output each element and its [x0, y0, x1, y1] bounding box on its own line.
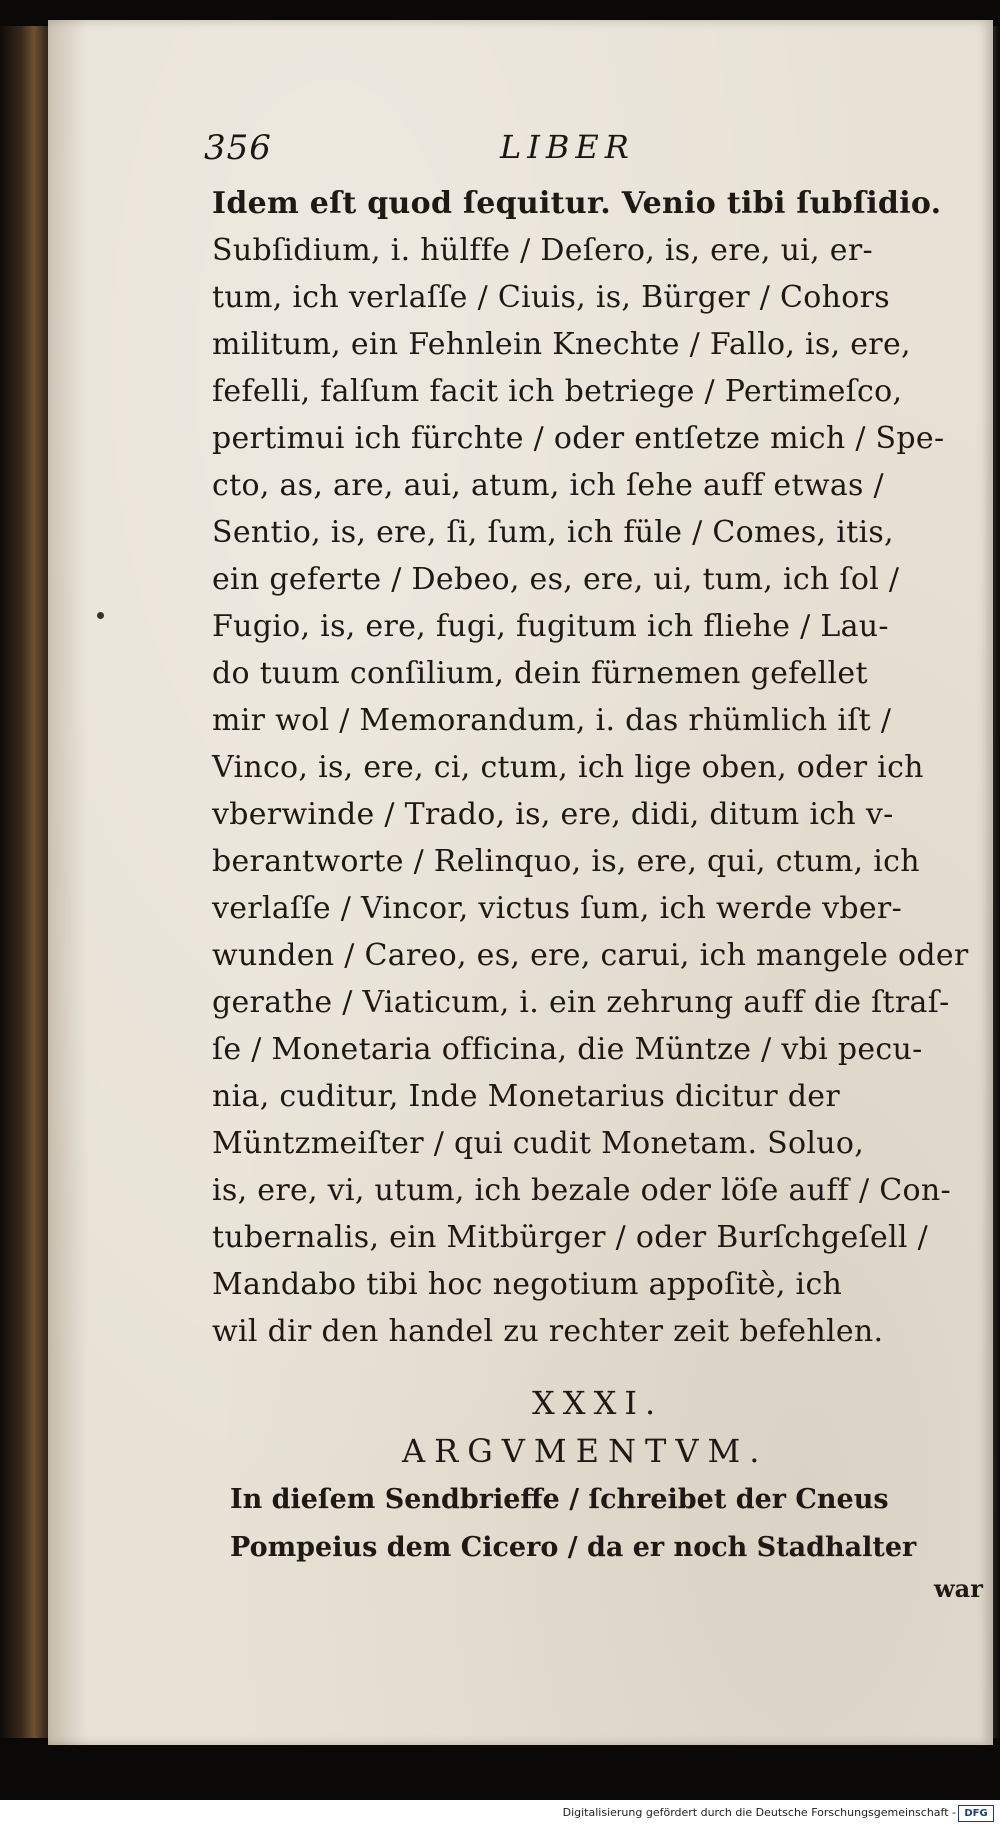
- scan-bottom-border: [0, 1738, 1000, 1800]
- text-line: nia, cuditur, Inde Monetarius dicitur der: [212, 1079, 840, 1114]
- text-line: tubernalis, ein Mitbürger / oder Burſchgeſell /: [212, 1220, 929, 1255]
- page-number: 356: [204, 128, 272, 168]
- section-number: XXXI.: [532, 1384, 664, 1422]
- text-line: wunden / Careo, es, ere, carui, ich mangele oder: [212, 938, 969, 973]
- running-head: LIBER: [500, 128, 635, 166]
- text-line: gerathe / Viaticum, i. ein zehrung auff die ſtraſ-: [212, 985, 950, 1020]
- text-line: wil dir den handel zu rechter zeit befehlen.: [212, 1314, 884, 1349]
- page-header: [204, 128, 904, 172]
- text-line: vberwinde / Trado, is, ere, didi, ditum ich v-: [212, 797, 894, 832]
- text-line: Idem eſt quod ſequitur. Venio tibi ſubſidio.: [212, 186, 942, 221]
- text-line: verlaſſe / Vincor, victus ſum, ich werde vber-: [212, 891, 903, 926]
- text-line: Fugio, is, ere, fugi, fugitum ich fliehe / Lau-: [212, 609, 889, 644]
- text-line: Müntzmeiſter / qui cudit Monetam. Soluo,: [212, 1126, 865, 1161]
- dfg-logo-icon: DFG: [958, 1805, 994, 1822]
- text-line: ſe / Monetaria officina, die Müntze / vbi pecu-: [212, 1032, 923, 1067]
- argument-line: In dieſem Sendbrieffe / ſchreibet der Cneus: [230, 1484, 889, 1515]
- text-line: militum, ein Fehnlein Knechte / Fallo, is, ere,: [212, 327, 911, 362]
- catchword: war: [934, 1574, 983, 1603]
- text-line: berantworte / Relinquo, is, ere, qui, ctum, ich: [212, 844, 920, 879]
- text-line: Sentio, is, ere, ſi, ſum, ich füle / Comes, itis,: [212, 515, 894, 550]
- margin-mark: [97, 612, 104, 619]
- text-line: tum, ich verlaſſe / Ciuis, is, Bürger / Cohors: [212, 280, 890, 315]
- text-line: Mandabo tibi hoc negotium appoſitè, ich: [212, 1267, 843, 1302]
- text-line: Subſidium, i. hülffe / Deſero, is, ere, ui, er-: [212, 233, 873, 268]
- body-text: [212, 180, 1000, 1355]
- argument-text: [230, 1476, 1000, 1572]
- argument-line: Pompeius dem Cicero / da er noch Stadhalter: [230, 1532, 917, 1563]
- text-line: is, ere, vi, utum, ich bezale oder löſe auff / Con-: [212, 1173, 951, 1208]
- text-line: mir wol / Memorandum, i. das rhümlich iſt /: [212, 703, 892, 738]
- text-line: pertimui ich fürchte / oder entſetze mich / Spe-: [212, 421, 945, 456]
- footer-bar: [0, 1800, 1000, 1827]
- text-line: cto, as, are, aui, atum, ich ſehe auff etwas /: [212, 468, 884, 503]
- text-line: do tuum conſilium, dein fürnemen gefellet: [212, 656, 868, 691]
- text-line: fefelli, falſum facit ich betriege / Pertimeſco,: [212, 374, 903, 409]
- argument-heading: ARGVMENTVM.: [402, 1432, 769, 1470]
- funding-credit: Digitalisierung gefördert durch die Deutsche Forschungsgemeinschaft -: [562, 1806, 956, 1819]
- text-line: Vinco, is, ere, ci, ctum, ich lige oben, oder ich: [212, 750, 924, 785]
- text-line: ein geferte / Debeo, es, ere, ui, tum, ich ſol /: [212, 562, 900, 597]
